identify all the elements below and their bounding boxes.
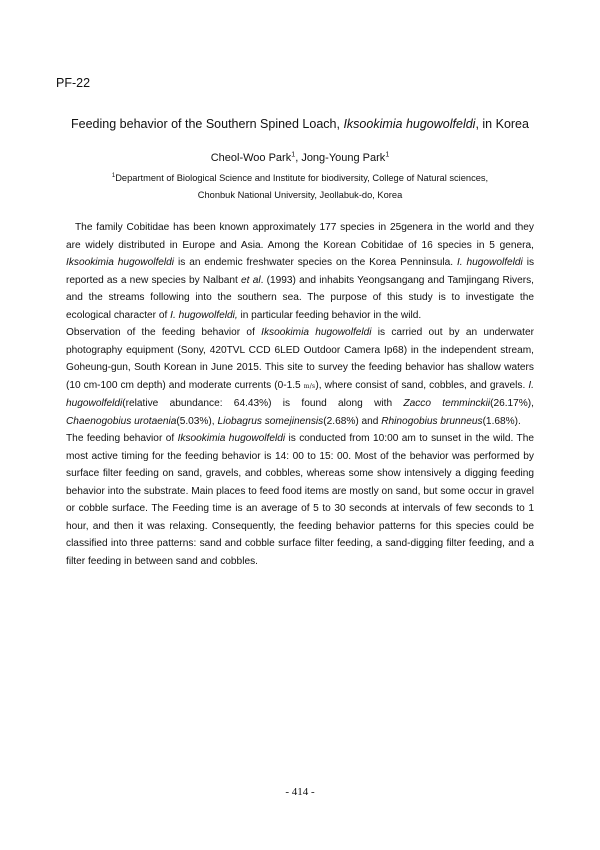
text-run: in particular feeding behavior in the wild. xyxy=(237,309,422,321)
species-name: Iksookimia hugowolfeldi xyxy=(261,327,372,338)
author-name: Cheol-Woo Park xyxy=(210,152,292,164)
citation-etal: et al xyxy=(241,274,261,286)
text-run: The feeding behavior of xyxy=(66,433,178,444)
author-affiliation-mark: 1 xyxy=(385,150,390,159)
text-run: ), where consist of sand, cobbles, and gravels. xyxy=(315,379,529,391)
abstract-paragraph-methods xyxy=(66,324,534,430)
author-separator: , xyxy=(295,152,302,164)
author-affiliation-mark: 1 xyxy=(291,150,296,159)
species-name: Zacco temminckii xyxy=(403,398,491,409)
affiliation-line-1 xyxy=(0,170,600,187)
text-run: (2.68%) and xyxy=(323,415,382,427)
text-run: (1.68%). xyxy=(482,415,521,427)
species-name: Rhinogobius brunneus xyxy=(381,415,483,427)
paper-title xyxy=(30,117,570,131)
abstract-body xyxy=(66,219,534,570)
title-text: Feeding behavior of the Southern Spined Loach, xyxy=(71,117,344,131)
text-run: is carried out by an underwater photography equipment (Sony, 420TVL CCD 6LED Outdoor Camera Ip68) in the independent stream, Goheung-gun, South Korean in June 2015. This site to survey the feeding behavior has shallow waters (10 cm-100 cm depth) and moderate currents (0-1.5 xyxy=(66,327,534,391)
species-name: Iksookimia hugowolfeldi xyxy=(66,257,175,268)
text-run: is reported as a new species by Nalbant xyxy=(66,257,535,286)
species-name: Chaenogobius urotaenia xyxy=(66,415,177,427)
text-run: (relative abundance: 64.43%) is found along with xyxy=(122,398,404,409)
affiliation-text: Department of Biological Science and Institute for biodiversity, College of Natural sciences, xyxy=(115,173,489,183)
title-text-end: , in Korea xyxy=(475,117,529,131)
abstract-paragraph-results xyxy=(66,430,534,570)
presentation-code: PF-22 xyxy=(56,76,91,90)
page-number: - 414 - xyxy=(285,786,315,798)
text-run: is conducted from 10:00 am to sunset in the wild. The most active timing for the feeding behavior is 14: 00 to 15: 00. Most of the behavior was performed by surface filter feeding on sand, gravels, and cobbles, whereas some show intensively a digging feeding behavior into the substrate. Main places to feed food items are mostly on sand, but some occur in gravel or cobble surface. The Feeding time is an average of 5 to 30 seconds at intervals of few seconds to 1 hour, and then it was relaxing. Consequently, the feeding behavior patterns for this species could be classified into three patterns: sand and cobble surface filter feeding, a sand-digging filter feeding, and a filter feeding in between sand and cobbles. xyxy=(66,433,535,567)
species-name: Iksookimia hugowolfeldi xyxy=(177,433,286,444)
velocity-unit: m/s xyxy=(303,382,316,390)
affiliation-mark: 1 xyxy=(111,172,116,179)
text-run: (5.03%), xyxy=(176,415,218,427)
text-run: Observation of the feeding behavior of xyxy=(66,327,262,338)
text-run: is an endemic freshwater species on the Korea Penninsula. xyxy=(174,257,457,268)
author-list xyxy=(0,152,600,164)
text-run: . (1993) and inhabits Yeongsangang and Tamjingang Rivers, and the streams following into the southern sea. The purpose of this study is to investigate the ecological character of xyxy=(66,274,534,321)
author-name: Jong-Young Park xyxy=(301,152,386,164)
abstract-paragraph-intro xyxy=(66,219,534,324)
author-affiliation xyxy=(0,170,600,204)
text-run: (26.17%), xyxy=(490,398,534,409)
text-run: The family Cobitidae has been known approximately 177 species in 25genera in the world and they are widely distributed in Europe and Asia. Among the Korean Cobitidae of 16 species in 5 genera, xyxy=(66,222,534,251)
affiliation-line-2: Chonbuk National University, Jeollabuk-do, Korea xyxy=(197,190,403,200)
title-species-name: Iksookimia hugowolfeldi xyxy=(343,117,476,131)
species-name: Liobagrus somejinensis xyxy=(217,415,324,427)
species-name: I. hugowolfeldi xyxy=(66,379,534,409)
species-name: I. hugowolfeldi, xyxy=(170,309,238,321)
species-name: I. hugowolfeldi xyxy=(456,257,523,268)
